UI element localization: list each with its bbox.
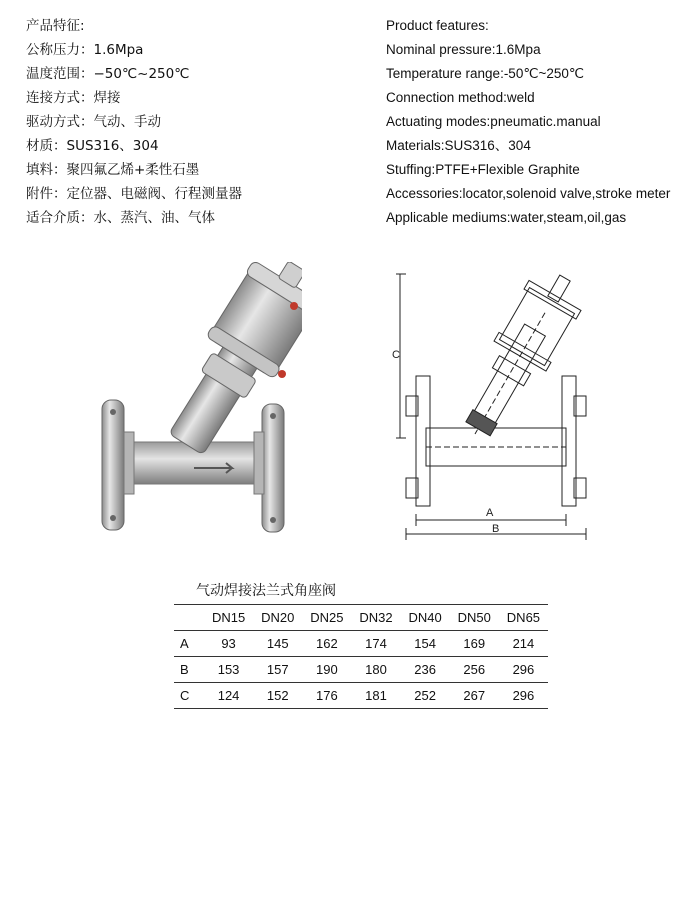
feature-en-item: Stuffing:PTFE+Flexible Graphite: [386, 162, 580, 177]
table-cell: 154: [414, 636, 436, 651]
feature-cn-item: 适合介质：水、蒸汽、油、气体: [26, 210, 215, 226]
table-cell: 252: [414, 688, 436, 703]
feature-en-item: Accessories:locator,solenoid valve,stroke meter: [386, 186, 671, 201]
feature-cn-item: 附件：定位器、电磁阀、行程测量器: [26, 186, 242, 202]
feature-cn-item: 公称压力：1.6Mpa: [26, 42, 144, 58]
table-cell: 214: [512, 636, 535, 651]
feature-en-item: Applicable mediums:water,steam,oil,gas: [386, 210, 627, 225]
feature-en-item: Actuating modes:pneumatic.manual: [386, 114, 601, 129]
valve-photo: [96, 262, 302, 542]
drawing-label-c: C: [392, 349, 400, 361]
table-cell: 93: [221, 636, 236, 651]
column-header: DN65: [506, 610, 541, 625]
table-row: [174, 683, 548, 709]
table-cell: 176: [316, 688, 338, 703]
column-header: DN40: [408, 610, 442, 625]
features-cn: [26, 14, 356, 230]
table-title: 气动焊接法兰式角座阀: [196, 583, 336, 599]
features-en-title: Product features:: [386, 18, 489, 33]
table-cell: 162: [316, 636, 338, 651]
table-cell: 174: [365, 636, 387, 651]
feature-cn-item: 填料：聚四氟乙烯+柔性石墨: [26, 162, 200, 178]
table-cell: 145: [266, 636, 289, 651]
table-cell: 190: [316, 662, 338, 677]
features-en: [386, 14, 696, 230]
table-cell: 169: [463, 636, 486, 651]
table-corner: [174, 605, 204, 631]
feature-cn-item: 材质：SUS316、304: [26, 138, 159, 154]
column-header: DN15: [211, 610, 246, 625]
feature-en-item: Nominal pressure:1.6Mpa: [386, 42, 541, 57]
table-cell: 267: [463, 688, 486, 703]
table-cell: 256: [463, 662, 486, 677]
feature-cn-item: 驱动方式：气动、手动: [26, 114, 161, 130]
table-cell: 236: [414, 662, 436, 677]
table-cell: 124: [217, 688, 240, 703]
table-row: [174, 631, 548, 657]
table-cell: 296: [512, 688, 535, 703]
features-cn-title: 产品特征:: [26, 18, 85, 34]
table-cell: 181: [365, 688, 387, 703]
feature-en-item: Temperature range:-50℃~250℃: [386, 66, 585, 81]
table-header-row: [174, 605, 548, 631]
valve-drawing: [380, 258, 590, 548]
feature-en-item: Materials:SUS316、304: [386, 138, 531, 153]
row-label: A: [180, 636, 189, 651]
table-cell: 296: [512, 662, 535, 677]
dimension-table: [174, 604, 548, 709]
row-label: B: [180, 662, 189, 677]
table-cell: 152: [266, 688, 289, 703]
column-header: DN50: [457, 610, 491, 625]
row-label: C: [180, 688, 190, 703]
drawing-label-b: B: [492, 523, 500, 535]
column-header: DN25: [310, 610, 344, 625]
feature-cn-item: 温度范围：−50℃~250℃: [26, 66, 190, 82]
column-header: DN20: [261, 610, 295, 625]
table-cell: 153: [217, 662, 240, 677]
feature-en-item: Connection method:weld: [386, 90, 535, 105]
table-cell: 180: [365, 662, 387, 677]
feature-cn-item: 连接方式：焊接: [26, 90, 121, 106]
drawing-label-a: A: [486, 507, 494, 519]
table-cell: 157: [266, 662, 289, 677]
column-header: DN32: [359, 610, 393, 625]
table-row: [174, 657, 548, 683]
